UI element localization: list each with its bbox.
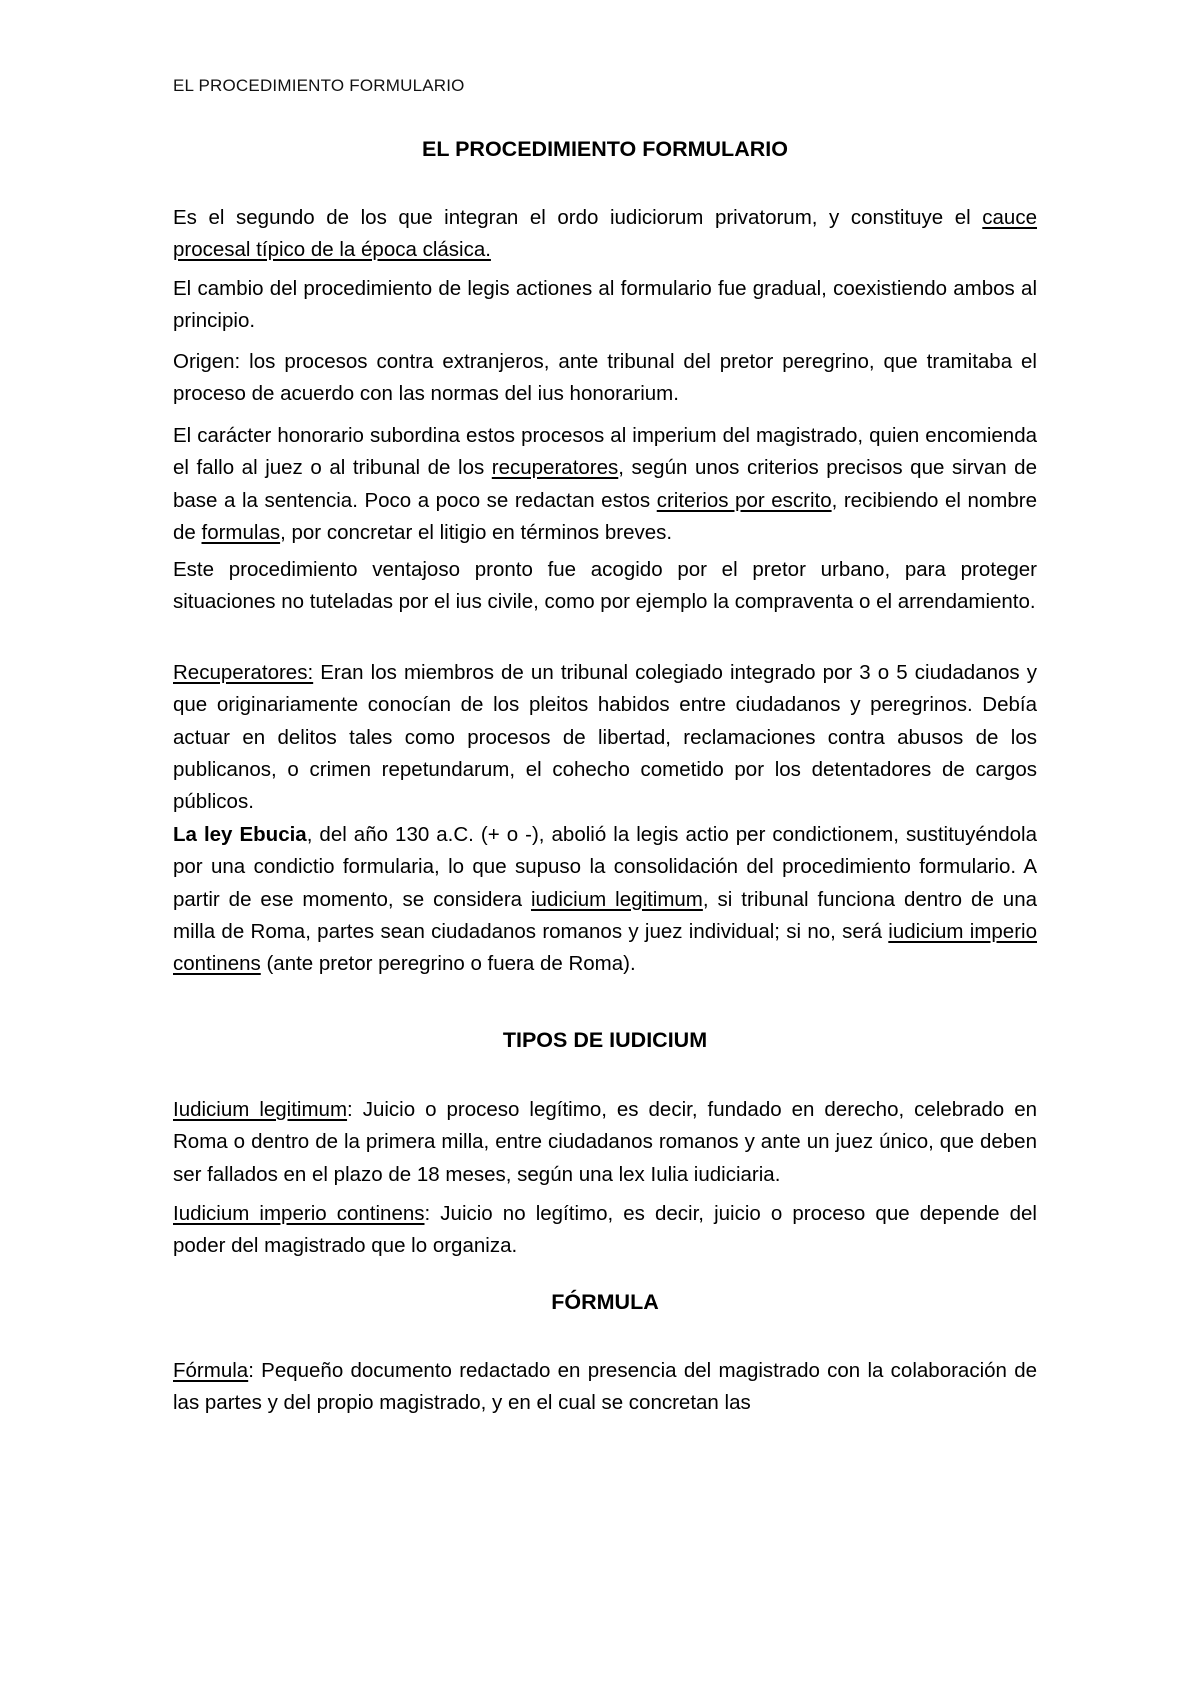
paragraph-pretor-urbano: Este procedimiento ventajoso pronto fue acogido por el pretor urbano, para proteger situaciones no tuteladas por el ius civile, como por ejemplo la compraventa o el arrendamiento.	[173, 558, 1037, 614]
paragraph-caracter-honorario: El carácter honorario subordina estos procesos al imperium del magistrado, quien encomienda el fallo al juez o al tribunal de los recuperatores, según unos criterios precisos que sirvan de base a la sentencia. Poco a poco se redactan estos criterios por escrito, recibiendo el nombre de formulas, por concretar el litigio en términos breves.	[173, 424, 1037, 544]
paragraph-formula: Fórmula: Pequeño documento redactado en presencia del magistrado con la colaboración de las partes y del propio magistrado, y en el cual se concretan las	[173, 1359, 1037, 1415]
paragraph-ley-ebucia: La ley Ebucia, del año 130 a.C. (+ o -), abolió la legis actio per condictionem, sustituyéndola por una condictio formularia, lo que supuso la consolidación del procedimiento formulario. A partir de ese momento, se considera iudicium legitimum, si tribunal funciona dentro de una milla de Roma, partes sean ciudadanos romanos y juez individual; si no, será iudicium imperio continens (ante pretor peregrino o fuera de Roma).	[173, 823, 1038, 976]
running-header: EL PROCEDIMIENTO FORMULARIO	[173, 76, 465, 95]
paragraph-intro: Es el segundo de los que integran el ordo iudiciorum privatorum, y constituye el cauce procesal típico de la época clásica.	[173, 206, 1037, 262]
section-title-formula: FÓRMULA	[551, 1290, 659, 1314]
paragraph-iudicium-legitimum: Iudicium legitimum: Juicio o proceso legítimo, es decir, fundado en derecho, celebrado en Roma o dentro de la primera milla, entre ciudadanos romanos y ante un juez único, que deben ser fallados en el plazo de 18 meses, según una lex Iulia iudiciaria.	[173, 1098, 1037, 1186]
paragraph-recuperatores: Recuperatores: Eran los miembros de un tribunal colegiado integrado por 3 o 5 ciudadanos y que originariamente conocían de los pleitos habidos entre ciudadanos y peregrinos. Debía actuar en delitos tales como procesos de libertad, reclamaciones contra abusos de los publicanos, o crimen repetundarum, el cohecho cometido por los detentadores de cargos públicos.	[173, 661, 1037, 814]
paragraph-iudicium-imperio: Iudicium imperio continens: Juicio no legítimo, es decir, juicio o proceso que depende del poder del magistrado que lo organiza.	[173, 1202, 1037, 1258]
section-title-procedimiento: EL PROCEDIMIENTO FORMULARIO	[422, 137, 788, 161]
paragraph-origen: Origen: los procesos contra extranjeros, ante tribunal del pretor peregrino, que tramitaba el proceso de acuerdo con las normas del ius honorarium.	[173, 350, 1037, 406]
section-title-tipos-iudicium: TIPOS DE IUDICIUM	[502, 1028, 708, 1052]
paragraph-cambio: El cambio del procedimiento de legis actiones al formulario fue gradual, coexistiendo ambos al principio.	[173, 277, 1037, 333]
